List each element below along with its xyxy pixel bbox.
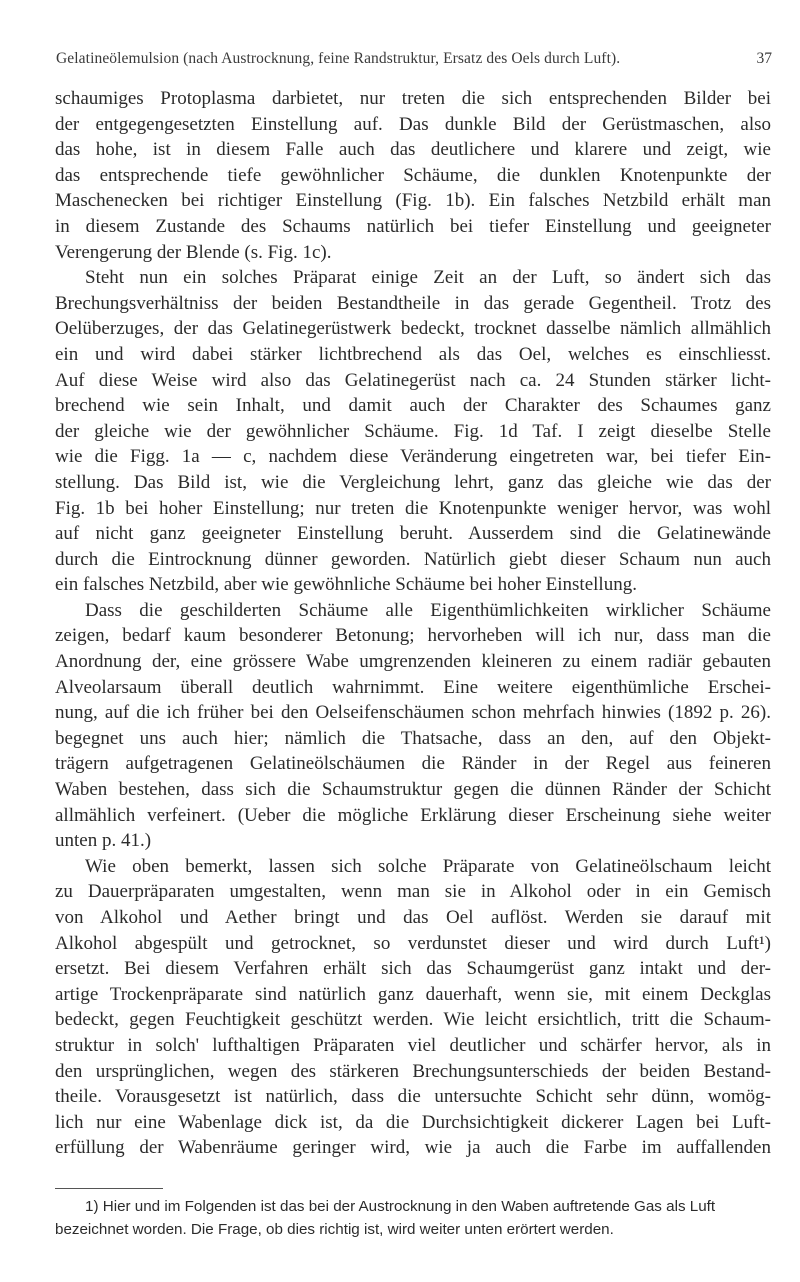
body-text: [55, 86, 771, 1161]
text-line: das hohe, ist in diesem Falle auch das deutlichere und klarere und zeigt, wie: [55, 139, 771, 161]
text-line: nung, auf die ich früher bei den Oelseifenschäumen schon mehrfach hinwies (1892 p. 26).: [55, 702, 771, 724]
text-line: bedeckt, gegen Feuchtigkeit geschützt werden. Wie leicht ersichtlich, tritt die Schaum-: [55, 1009, 771, 1031]
text-line: Waben bestehen, dass sich die Schaumstruktur gegen die dünnen Ränder der Schicht: [55, 779, 771, 801]
footnote-divider: [55, 1188, 163, 1189]
running-header: [56, 50, 772, 74]
footnote-line: 1) Hier und im Folgenden ist das bei der Austrocknung in den Waben auftretende Gas als Luft: [85, 1198, 716, 1215]
text-line: Steht nun ein solches Präparat einige Zeit an der Luft, so ändert sich das: [85, 267, 771, 289]
footnote-line: bezeichnet worden. Die Frage, ob dies richtig ist, wird weiter unten erörtert werden.: [55, 1221, 614, 1238]
text-line: Auf diese Weise wird also das Gelatinegerüst nach ca. 24 Stunden stärker licht-: [55, 369, 771, 391]
text-line: Alveolarsaum überall deutlich wahrnimmt. Eine weitere eigenthümliche Erschei-: [55, 676, 771, 698]
text-line: zu Dauerpräparaten umgestalten, wenn man sie in Alkohol oder in ein Gemisch: [55, 881, 771, 903]
text-line: von Alkohol und Aether bringt und das Oel auflöst. Werden sie darauf mit: [55, 907, 771, 928]
text-line: Brechungsverhältniss der beiden Bestandtheile in das gerade Gegentheil. Trotz des: [55, 292, 771, 314]
text-line: Wie oben bemerkt, lassen sich solche Präparate von Gelatineölschaum leicht: [85, 855, 771, 877]
text-line: schaumiges Protoplasma darbietet, nur treten die sich entsprechenden Bilder bei: [55, 88, 771, 109]
text-line: ein und wird dabei stärker lichtbrechend als das Oel, welches es einschliesst.: [55, 343, 771, 365]
text-line: der gleiche wie der gewöhnlicher Schäume. Fig. 1d Taf. I zeigt dieselbe Stelle: [55, 420, 771, 442]
text-line: theile. Vorausgesetzt ist natürlich, dass die untersuchte Schicht sehr dünn, womög-: [55, 1086, 771, 1108]
text-line: der entgegengesetzten Einstellung auf. Das dunkle Bild der Gerüstmaschen, also: [55, 113, 771, 135]
footnote: [55, 1195, 771, 1241]
text-line: ein falsches Netzbild, aber wie gewöhnliche Schäume bei hoher Einstellung.: [55, 574, 637, 596]
text-line: erfüllung der Wabenräume geringer wird, wie ja auch die Farbe im auffallenden: [55, 1137, 771, 1159]
text-line: das entsprechende tiefe gewöhnlicher Schäume, die dunklen Knotenpunkte der: [55, 164, 771, 186]
text-line: Oelüberzuges, der das Gelatinegerüstwerk bedeckt, trocknet dasselbe nämlich allmählich: [55, 318, 771, 340]
text-line: lich nur eine Wabenlage dick ist, da die Durchsichtigkeit dickerer Lagen bei Luft-: [55, 1111, 771, 1133]
text-line: brechend wie sein Inhalt, und damit auch der Charakter des Schaumes ganz: [55, 395, 771, 417]
text-line: ersetzt. Bei diesem Verfahren erhält sich das Schaumgerüst ganz intakt und der-: [55, 958, 771, 980]
text-line: auf nicht ganz geeigneter Einstellung beruht. Ausserdem sind die Gelatinewände: [55, 523, 771, 545]
text-line: wie die Figg. 1a — c, nachdem diese Veränderung eingetreten war, bei tiefer Ein-: [55, 446, 771, 468]
text-line: struktur in solch' lufthaltigen Präparaten viel deutlicher und schärfer hervor, als in: [55, 1034, 771, 1056]
text-line: Fig. 1b bei hoher Einstellung; nur treten die Knotenpunkte weniger hervor, was wohl: [55, 497, 771, 519]
text-line: zeigen, bedarf kaum besonderer Betonung; hervorheben will ich nur, dass man die: [55, 625, 771, 647]
text-line: artige Trockenpräparate sind natürlich ganz dauerhaft, wenn sie, mit einem Deckglas: [55, 983, 771, 1005]
text-line: Alkohol abgespült und getrocknet, so verdunstet dieser und wird durch Luft¹): [55, 932, 771, 954]
text-line: durch die Eintrocknung dünner geworden. Natürlich giebt dieser Schaum nun auch: [55, 548, 771, 570]
running-title: Gelatineölemulsion (nach Austrocknung, feine Randstruktur, Ersatz des Oels durch Luft).: [56, 50, 621, 67]
text-line: in diesem Zustande des Schaums natürlich bei tiefer Einstellung und geeigneter: [55, 215, 771, 237]
text-line: Dass die geschilderten Schäume alle Eigenthümlichkeiten wirklicher Schäume: [85, 599, 771, 621]
text-line: trägern aufgetragenen Gelatineölschäumen die Ränder in der Regel aus feineren: [55, 753, 771, 775]
text-line: begegnet uns auch hier; nämlich die Thatsache, dass an den, auf den Objekt-: [55, 727, 771, 749]
text-line: den ursprünglichen, wegen des stärkeren Brechungsunterschieds der beiden Bestand-: [55, 1060, 771, 1082]
text-line: allmählich verfeinert. (Ueber die mögliche Erklärung dieser Erscheinung siehe weiter: [55, 804, 771, 826]
text-line: Maschenecken bei richtiger Einstellung (Fig. 1b). Ein falsches Netzbild erhält man: [55, 190, 771, 212]
text-line: unten p. 41.): [55, 830, 152, 852]
text-line: Anordnung der, eine grössere Wabe umgrenzenden kleineren zu einem radiär gebauten: [55, 651, 771, 673]
page-number: 37: [756, 50, 772, 67]
text-line: Verengerung der Blende (s. Fig. 1c).: [55, 241, 332, 263]
text-line: stellung. Das Bild ist, wie die Vergleichung lehrt, ganz das gleiche wie das der: [55, 471, 771, 493]
